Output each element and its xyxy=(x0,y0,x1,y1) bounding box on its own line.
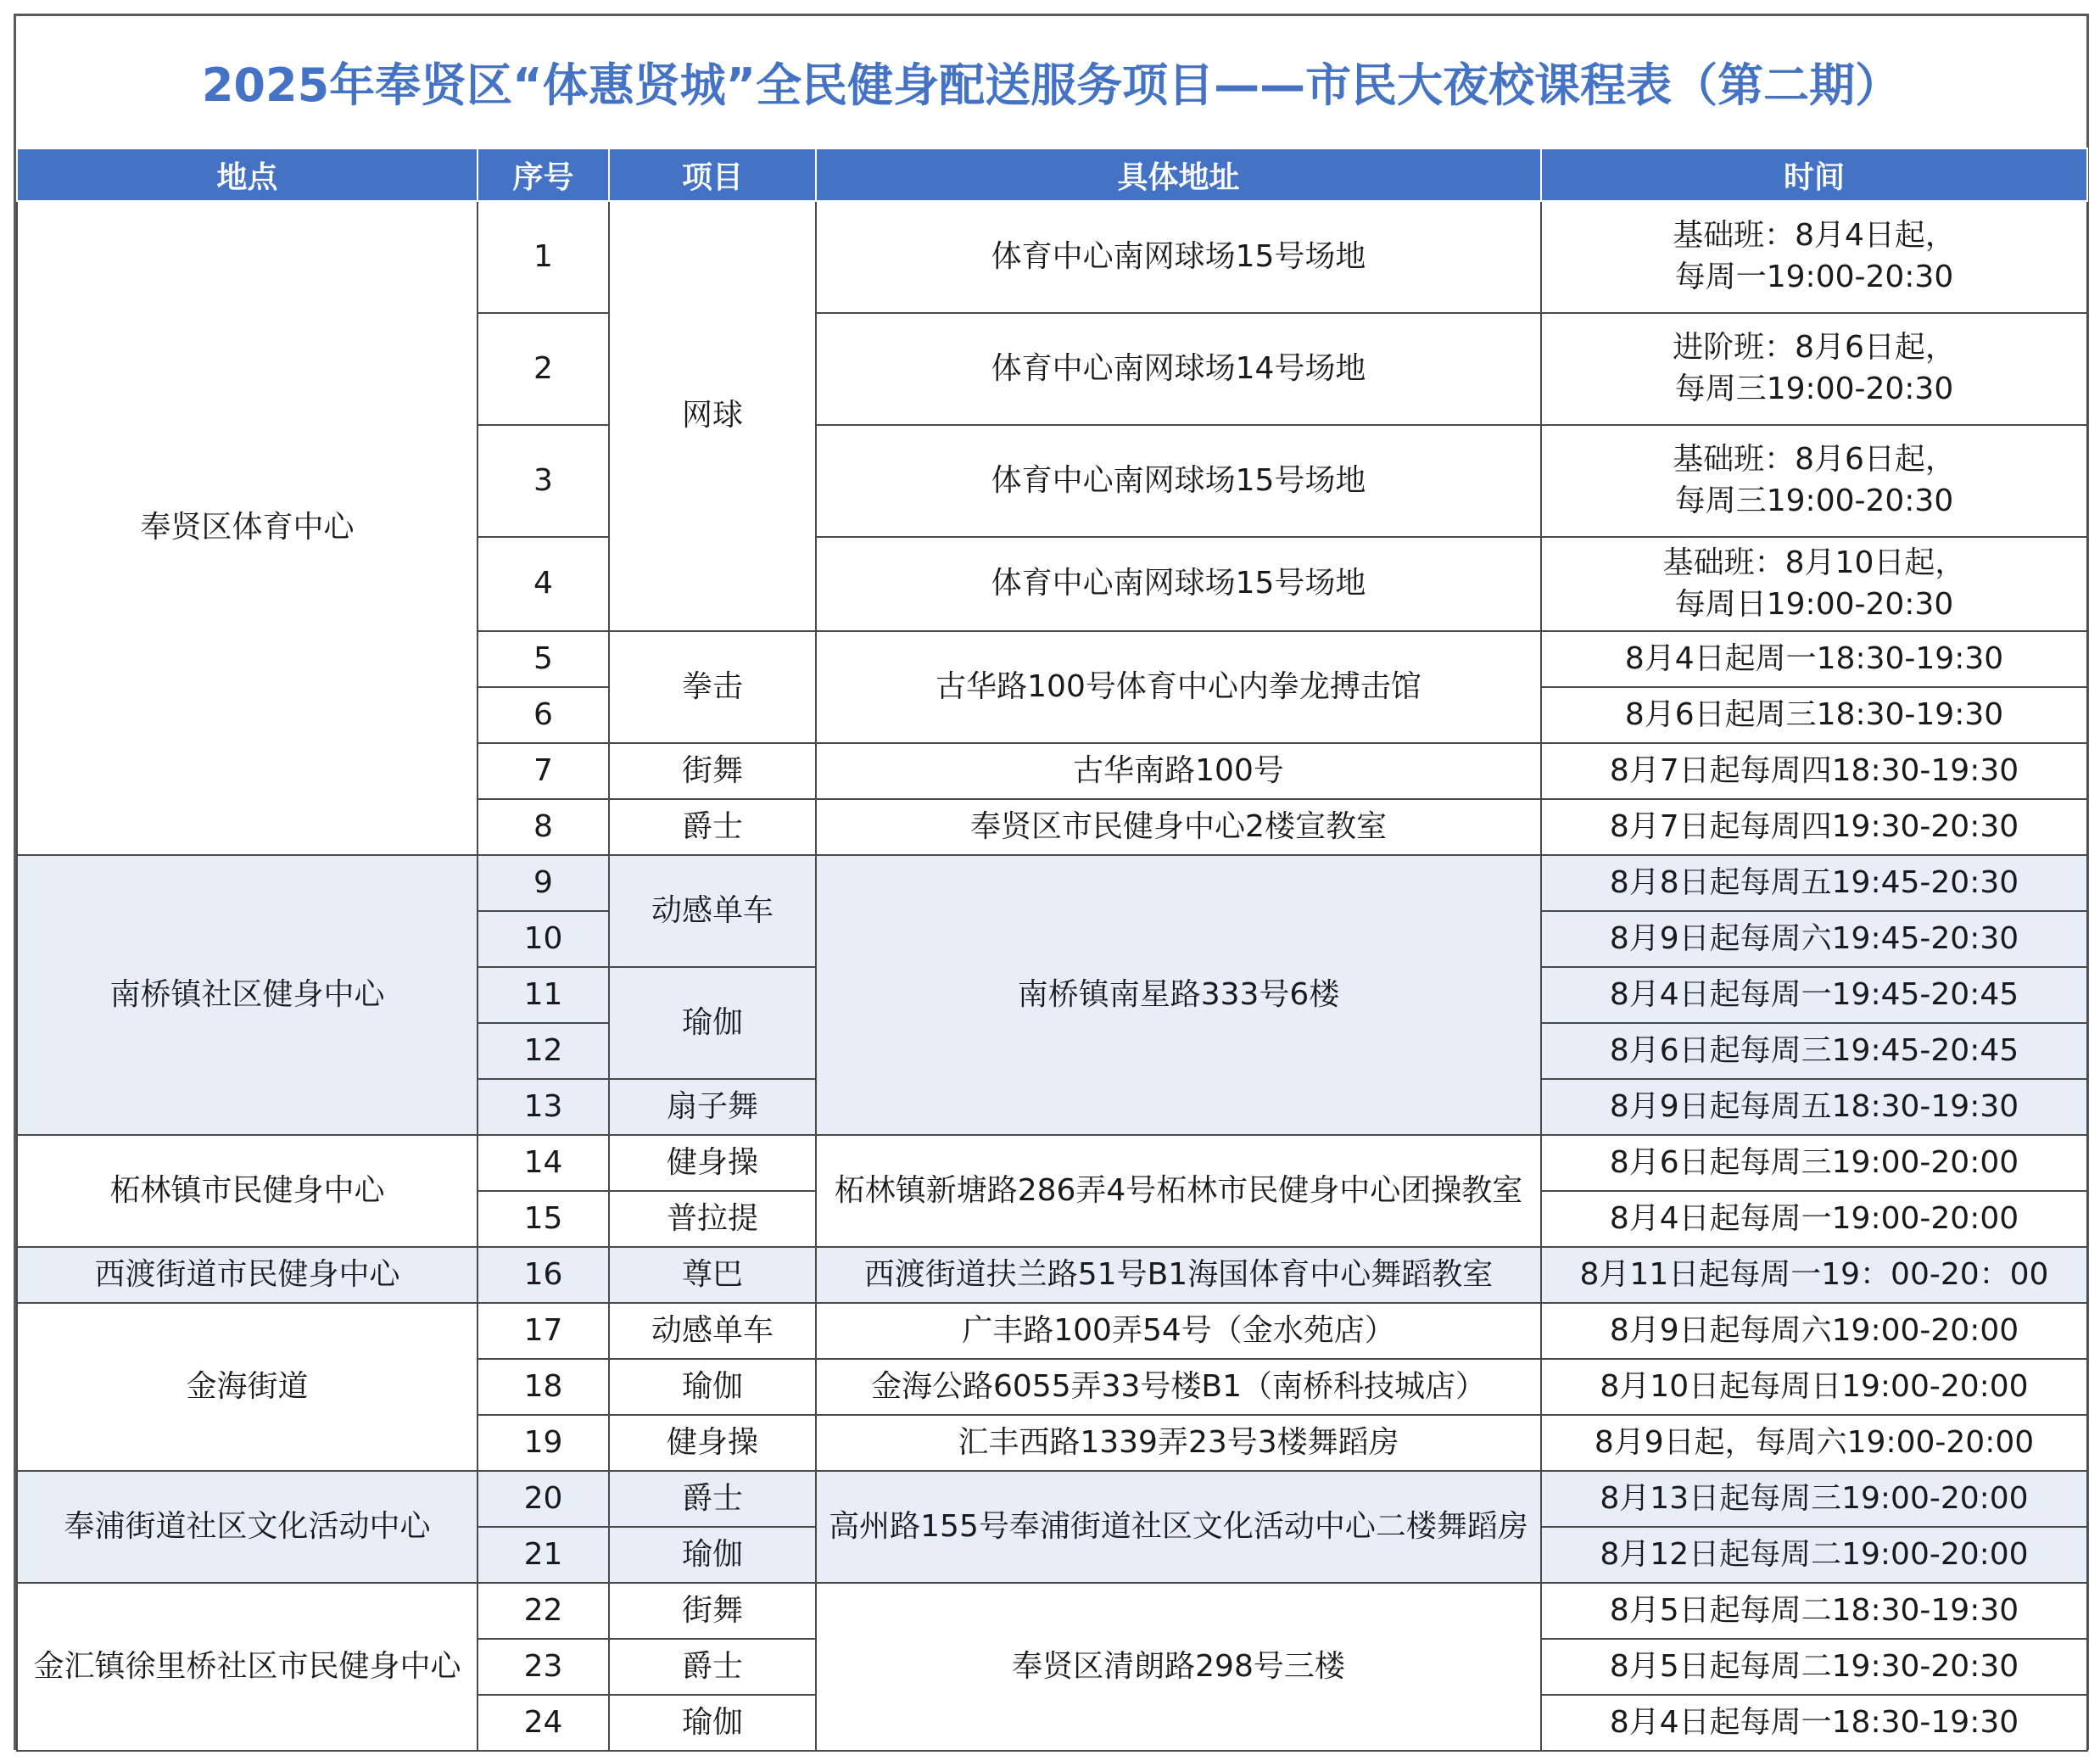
item-cell: 普拉提 xyxy=(609,1191,816,1247)
time-line: 进阶班：8月6日起， xyxy=(1673,330,1956,366)
number-cell: 24 xyxy=(478,1695,609,1751)
time-cell: 8月4日起每周一19:00-20:00 xyxy=(1541,1191,2087,1247)
number-cell: 2 xyxy=(478,313,609,425)
time-line: 每周一19:00-20:30 xyxy=(1674,260,1954,294)
table-row xyxy=(17,201,2087,313)
address-cell: 奉贤区市民健身中心2楼宣教室 xyxy=(816,799,1541,855)
time-cell: 8月5日起每周二19:30-20:30 xyxy=(1541,1639,2087,1695)
address-cell: 古华路100号体育中心内拳龙搏击馆 xyxy=(816,631,1541,743)
number-cell: 10 xyxy=(478,911,609,967)
address-cell: 体育中心南网球场15号场地 xyxy=(816,201,1541,313)
item-cell: 动感单车 xyxy=(609,1303,816,1359)
number-cell: 3 xyxy=(478,425,609,537)
number-cell: 20 xyxy=(478,1471,609,1527)
time-cell: 8月9日起每周五18:30-19:30 xyxy=(1541,1079,2087,1135)
address-cell: 汇丰西路1339弄23号3楼舞蹈房 xyxy=(816,1415,1541,1471)
number-cell: 22 xyxy=(478,1583,609,1639)
number-cell: 7 xyxy=(478,743,609,799)
header-number: 序号 xyxy=(478,148,609,201)
item-cell: 瑜伽 xyxy=(609,1527,816,1583)
item-cell: 健身操 xyxy=(609,1135,816,1191)
time-cell: 8月7日起每周四19:30-20:30 xyxy=(1541,799,2087,855)
time-cell: 8月5日起每周二18:30-19:30 xyxy=(1541,1583,2087,1639)
table-row xyxy=(17,1303,2087,1359)
location-cell: 奉贤区体育中心 xyxy=(17,201,478,855)
number-cell: 5 xyxy=(478,631,609,687)
item-cell: 动感单车 xyxy=(609,855,816,967)
address-cell: 体育中心南网球场14号场地 xyxy=(816,313,1541,425)
number-cell: 12 xyxy=(478,1023,609,1079)
number-cell: 21 xyxy=(478,1527,609,1583)
number-cell: 17 xyxy=(478,1303,609,1359)
time-cell: 8月13日起每周三19:00-20:00 xyxy=(1541,1471,2087,1527)
item-cell: 瑜伽 xyxy=(609,967,816,1079)
location-cell: 奉浦街道社区文化活动中心 xyxy=(17,1471,478,1583)
time-line: 每周日19:00-20:30 xyxy=(1674,586,1954,622)
time-cell xyxy=(1541,313,2087,425)
item-cell: 瑜伽 xyxy=(609,1695,816,1751)
address-cell: 高州路155号奉浦街道社区文化活动中心二楼舞蹈房 xyxy=(816,1471,1541,1583)
time-cell: 8月12日起每周二19:00-20:00 xyxy=(1541,1527,2087,1583)
time-cell: 8月4日起每周一18:30-19:30 xyxy=(1541,1695,2087,1751)
time-cell: 8月6日起每周三19:45-20:45 xyxy=(1541,1023,2087,1079)
time-line: 基础班：8月10日起， xyxy=(1662,545,1966,580)
table-row xyxy=(17,855,2087,911)
time-cell: 8月9日起每周六19:00-20:00 xyxy=(1541,1303,2087,1359)
location-cell: 金海街道 xyxy=(17,1303,478,1471)
address-cell: 西渡街道扶兰路51号B1海国体育中心舞蹈教室 xyxy=(816,1247,1541,1303)
header-location: 地点 xyxy=(17,148,478,201)
address-cell: 柘林镇新塘路286弄4号柘林市民健身中心团操教室 xyxy=(816,1135,1541,1247)
item-cell: 网球 xyxy=(609,201,816,631)
item-cell: 爵士 xyxy=(609,799,816,855)
address-cell: 体育中心南网球场15号场地 xyxy=(816,425,1541,537)
number-cell: 15 xyxy=(478,1191,609,1247)
location-cell: 西渡街道市民健身中心 xyxy=(17,1247,478,1303)
item-cell: 街舞 xyxy=(609,743,816,799)
item-cell: 爵士 xyxy=(609,1639,816,1695)
item-cell: 街舞 xyxy=(609,1583,816,1639)
time-cell: 8月6日起每周三19:00-20:00 xyxy=(1541,1135,2087,1191)
page-title: 2025年奉贤区“体惠贤城”全民健身配送服务项目——市民大夜校课程表（第二期） xyxy=(201,59,1902,112)
table-row xyxy=(17,1583,2087,1639)
time-cell xyxy=(1541,537,2087,631)
number-cell: 8 xyxy=(478,799,609,855)
location-cell: 金汇镇徐里桥社区市民健身中心 xyxy=(17,1583,478,1751)
number-cell: 13 xyxy=(478,1079,609,1135)
item-cell: 扇子舞 xyxy=(609,1079,816,1135)
number-cell: 1 xyxy=(478,201,609,313)
item-cell: 瑜伽 xyxy=(609,1359,816,1415)
table-row xyxy=(17,1471,2087,1527)
number-cell: 6 xyxy=(478,687,609,743)
number-cell: 4 xyxy=(478,537,609,631)
time-cell xyxy=(1541,201,2087,313)
time-cell: 8月6日起周三18:30-19:30 xyxy=(1541,687,2087,743)
header-item: 项目 xyxy=(609,148,816,201)
address-cell: 奉贤区清朗路298号三楼 xyxy=(816,1583,1541,1751)
time-cell: 8月9日起，每周六19:00-20:00 xyxy=(1541,1415,2087,1471)
number-cell: 11 xyxy=(478,967,609,1023)
number-cell: 14 xyxy=(478,1135,609,1191)
number-cell: 23 xyxy=(478,1639,609,1695)
header-address: 具体地址 xyxy=(816,148,1541,201)
address-cell: 古华南路100号 xyxy=(816,743,1541,799)
address-cell: 体育中心南网球场15号场地 xyxy=(816,537,1541,631)
time-line: 基础班：8月6日起， xyxy=(1673,442,1956,478)
header-time: 时间 xyxy=(1541,148,2087,201)
number-cell: 19 xyxy=(478,1415,609,1471)
location-cell: 柘林镇市民健身中心 xyxy=(17,1135,478,1247)
number-cell: 18 xyxy=(478,1359,609,1415)
time-line: 基础班：8月4日起， xyxy=(1673,218,1956,254)
time-cell: 8月7日起每周四18:30-19:30 xyxy=(1541,743,2087,799)
address-cell: 广丰路100弄54号（金水苑店） xyxy=(816,1303,1541,1359)
time-cell xyxy=(1541,425,2087,537)
time-cell: 8月10日起每周日19:00-20:00 xyxy=(1541,1359,2087,1415)
number-cell: 9 xyxy=(478,855,609,911)
item-cell: 尊巴 xyxy=(609,1247,816,1303)
number-cell: 16 xyxy=(478,1247,609,1303)
table-header-row xyxy=(17,148,2087,201)
time-cell: 8月4日起周一18:30-19:30 xyxy=(1541,631,2087,687)
location-cell: 南桥镇社区健身中心 xyxy=(17,855,478,1135)
item-cell: 健身操 xyxy=(609,1415,816,1471)
item-cell: 爵士 xyxy=(609,1471,816,1527)
address-cell: 南桥镇南星路333号6楼 xyxy=(816,855,1541,1135)
time-cell: 8月11日起每周一19：00-20：00 xyxy=(1541,1247,2087,1303)
time-line: 每周三19:00-20:30 xyxy=(1674,484,1954,518)
time-cell: 8月8日起每周五19:45-20:30 xyxy=(1541,855,2087,911)
time-line: 每周三19:00-20:30 xyxy=(1674,372,1954,406)
schedule-table xyxy=(16,148,2088,1752)
time-cell: 8月9日起每周六19:45-20:30 xyxy=(1541,911,2087,967)
address-cell: 金海公路6055弄33号楼B1（南桥科技城店） xyxy=(816,1359,1541,1415)
time-cell: 8月4日起每周一19:45-20:45 xyxy=(1541,967,2087,1023)
table-row xyxy=(17,1247,2087,1303)
schedule-document xyxy=(14,14,2089,1750)
table-row xyxy=(17,1135,2087,1191)
item-cell: 拳击 xyxy=(609,631,816,743)
